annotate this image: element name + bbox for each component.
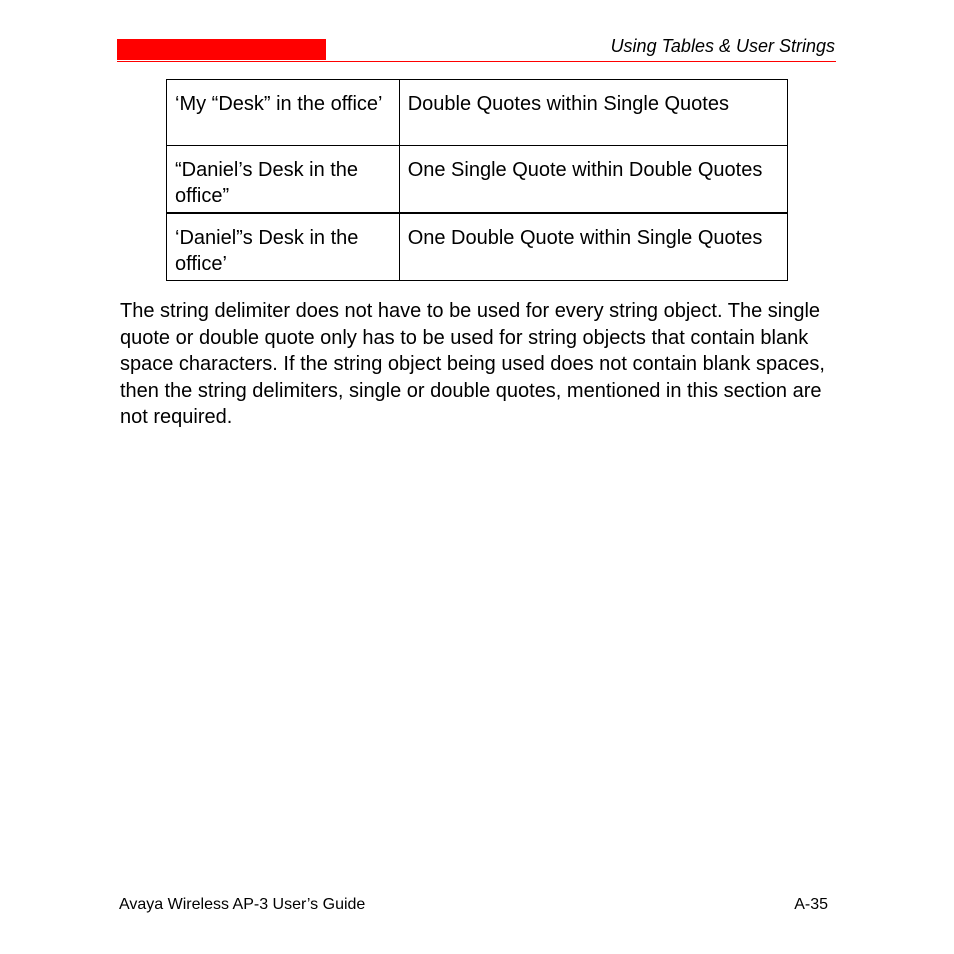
table-row	[167, 146, 788, 214]
footer-page-number: A-35	[794, 896, 828, 913]
description-cell: One Single Quote within Double Quotes	[399, 146, 787, 214]
header-accent-bar	[117, 39, 326, 60]
example-cell: ‘My “Desk” in the office’	[167, 80, 400, 146]
description-cell: One Double Quote within Single Quotes	[399, 213, 787, 281]
example-cell: ‘Daniel”s Desk in the office’	[167, 213, 400, 281]
footer-guide-title: Avaya Wireless AP-3 User’s Guide	[119, 896, 366, 913]
string-examples-table	[166, 79, 788, 281]
body-paragraph: The string delimiter does not have to be used for every string object. The single quote or double quote only has to be used for string objects that contain blank space characters. If the string object being used does not contain blank spaces, then the string delimiters, single or double quotes, mentioned in this section are not required.	[120, 300, 825, 428]
header-rule	[117, 61, 836, 62]
table-row	[167, 213, 788, 281]
example-cell: “Daniel’s Desk in the office”	[167, 146, 400, 214]
page-header-title: Using Tables & User Strings	[610, 36, 835, 56]
table-row	[167, 80, 788, 146]
description-cell: Double Quotes within Single Quotes	[399, 80, 787, 146]
